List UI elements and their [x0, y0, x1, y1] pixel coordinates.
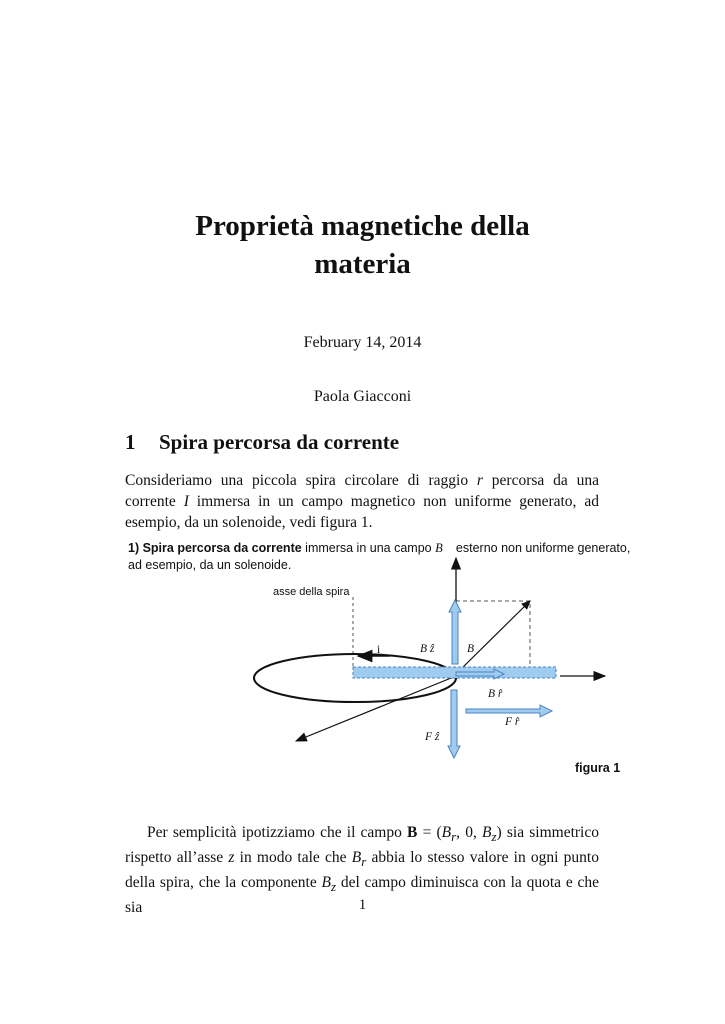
- b-vector-arrow: [458, 601, 530, 672]
- caption-text: esterno non uniforme generato, ad esempio, da un solenoide.: [128, 541, 631, 572]
- axis-label: asse della spira: [273, 586, 350, 598]
- section-title: Spira percorsa da corrente: [159, 430, 400, 454]
- math-var: z: [228, 849, 235, 867]
- br-label: B r̂: [488, 688, 503, 700]
- math-bold-b: B: [407, 824, 418, 841]
- caption-bold: 1) Spira percorsa da corrente: [128, 541, 302, 555]
- radial-field-bar: [353, 667, 556, 678]
- text-run: Consideriamo una piccola spira circolare di raggio: [125, 472, 477, 489]
- math-var: r: [476, 472, 483, 489]
- math-sub: r: [451, 829, 457, 845]
- text-run: in modo tale che: [234, 849, 352, 867]
- title-line-1: Proprietà magnetiche della: [195, 210, 530, 242]
- bz-label: B ẑ: [420, 643, 435, 655]
- document-date: February 14, 2014: [303, 334, 422, 351]
- title-line-2: materia: [314, 248, 411, 280]
- math-var: B: [351, 849, 362, 867]
- math-var: I: [183, 493, 189, 510]
- math-sub: r: [361, 854, 367, 870]
- math-sub: z: [331, 879, 337, 895]
- math-var: B: [482, 824, 492, 841]
- math-var: B: [441, 824, 452, 841]
- current-label: i: [377, 644, 381, 656]
- section-number: 1: [125, 430, 136, 454]
- text-run: del campo diminuisca con la quota e che sia: [125, 874, 599, 917]
- page-number: 1: [358, 897, 367, 913]
- text-run: = (: [417, 824, 442, 841]
- fz-arrow: [448, 690, 460, 758]
- document-author: Paola Giacconi: [313, 388, 412, 405]
- component-box-dashed: [456, 601, 530, 668]
- text-run: immersa in un campo magnetico non uniforme generato, ad esempio, da un solenoide, vedi figura 1.: [125, 493, 599, 531]
- fr-label: F r̂: [505, 716, 520, 728]
- text-run: percorsa da una corrente: [125, 472, 599, 510]
- text-run: , 0,: [456, 824, 483, 841]
- text-run: abbia lo stesso valore in ogni punto della spira, che la componente: [125, 849, 599, 892]
- figure-label: figura 1: [575, 761, 621, 775]
- text-run: ) sia simmetrico rispetto all’asse: [125, 824, 599, 867]
- fz-label: F ẑ: [425, 731, 440, 743]
- text-run: Per semplicità ipotizziamo che il campo: [147, 824, 408, 841]
- caption-vector-b: B⃗: [435, 541, 453, 555]
- b-vector-label: B⃗: [467, 643, 483, 655]
- caption-text: immersa in una campo: [301, 541, 436, 555]
- math-var: B: [321, 874, 331, 892]
- bz-arrow: [449, 600, 461, 664]
- math-sub: z: [491, 829, 497, 845]
